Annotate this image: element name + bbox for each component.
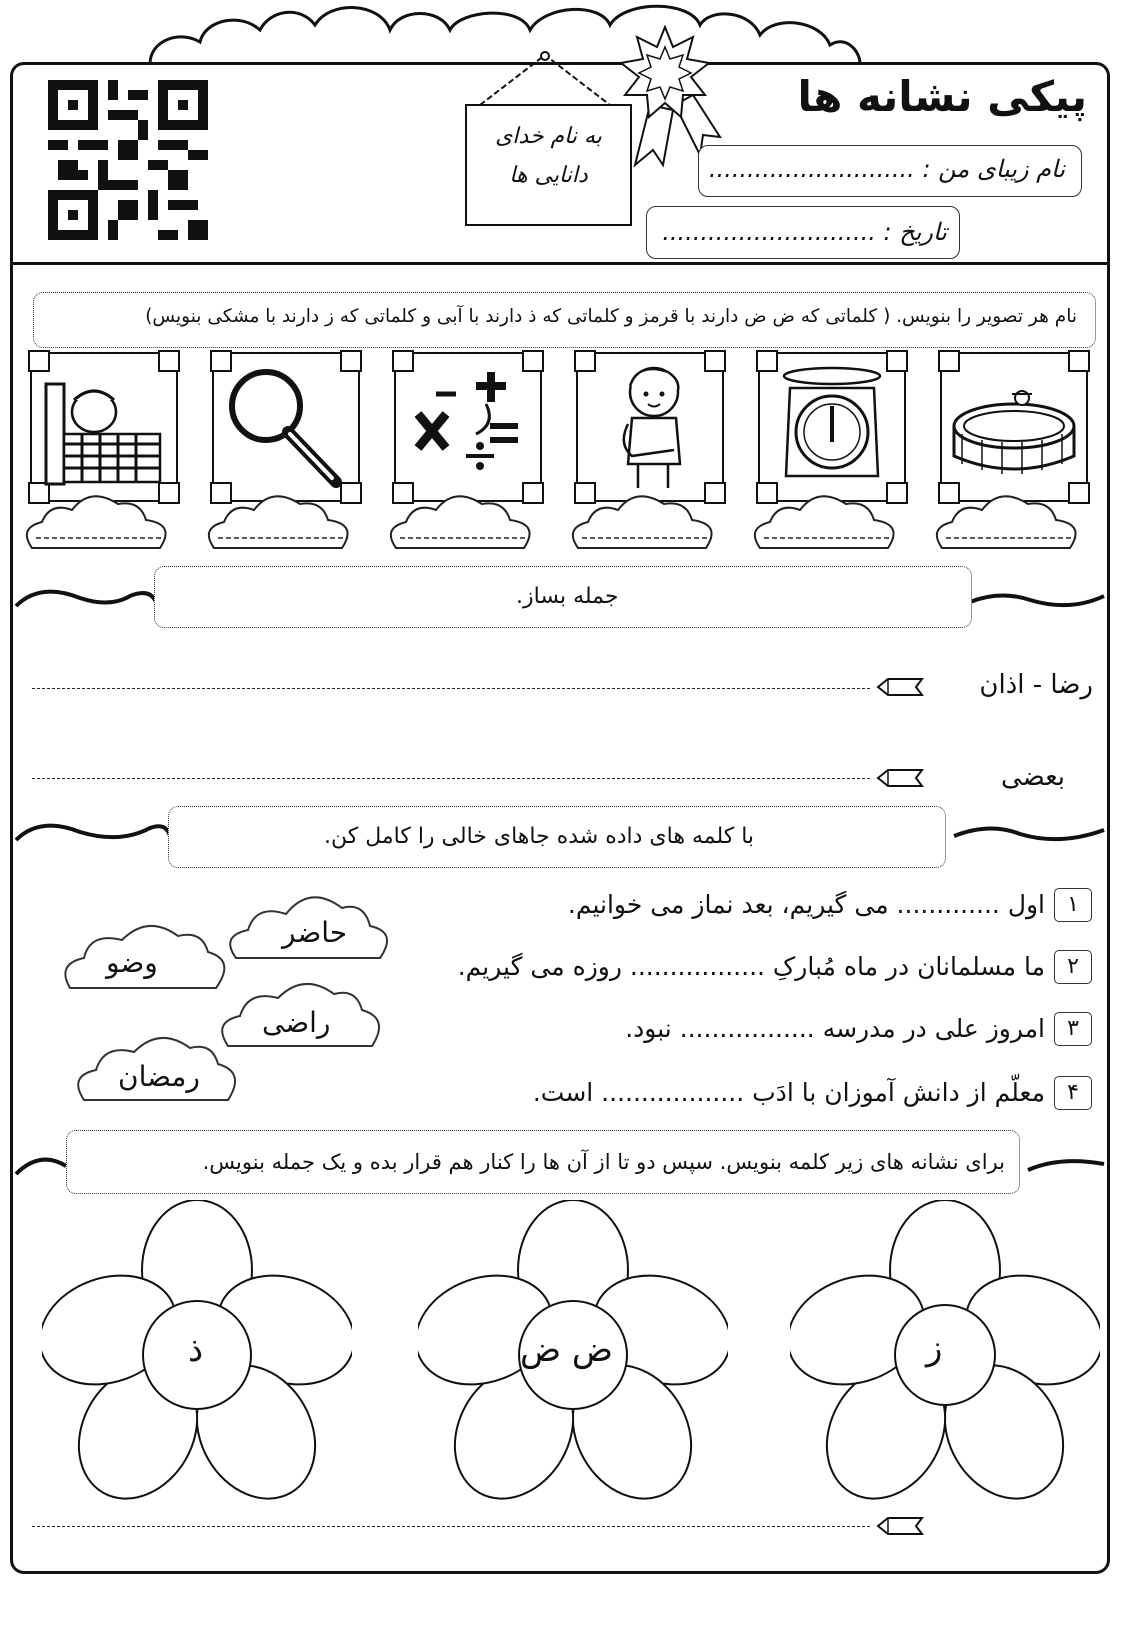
date-label: تاریخ : ............................ [662, 218, 947, 246]
section3-title: با کلمه های داده شده جاهای خالی را کامل کن. [324, 824, 755, 849]
pencil-icon [876, 767, 924, 789]
sentence-3-number: ۳ [1054, 1012, 1092, 1046]
section2-row2-words: بعضی [1001, 762, 1065, 792]
sentence-2-number: ۲ [1054, 950, 1092, 984]
sentence-4: معلّم از دانش آموزان با ادَب .................. است. [532, 1078, 1045, 1107]
section4-instruction: برای نشانه های زیر کلمه بنویس. سپس دو تا از آن ها را کنار هم قرار بده و یک جمله بنویس. [202, 1150, 1005, 1174]
sick-in-bed-icon [42, 364, 166, 490]
section1-instruction: نام هر تصویر را بنویس. ( کلماتی که ض ض دارند با قرمز و کلماتی که ذ دارند با آبی و کلماتی که ز دارند با مشکی بنویس) [145, 306, 1077, 327]
sign-line-2: دانایی ها [509, 163, 588, 188]
section2-row2-answer-line[interactable] [32, 778, 870, 779]
flower-z-letter: ز [926, 1328, 943, 1368]
pool-icon [952, 364, 1076, 490]
sentence-3: امروز علی در مدرسه ................. نبود. [625, 1014, 1045, 1043]
sign-line-1: به نام خدای [495, 124, 602, 149]
math-symbols-icon [406, 364, 530, 490]
section2-row1-words: رضا - اذان [979, 670, 1093, 700]
sentence-2: ما مسلمانان در ماه مُبارکِ ................. روزه می گیریم. [457, 952, 1045, 981]
answer-clouds-row [0, 480, 1125, 560]
section2-row1-answer-line[interactable] [32, 688, 870, 689]
scale-icon [770, 364, 894, 490]
name-label: نام زیبای من : ........................... [708, 155, 1065, 183]
header-divider [10, 262, 1110, 265]
page-title: پیکی نشانه ها [797, 72, 1087, 121]
pencil-icon [876, 1515, 924, 1537]
flower-zad-letter: ض ض [520, 1330, 614, 1370]
magnifier-icon [224, 364, 348, 490]
section2-title: جمله بساز. [516, 584, 619, 609]
section4-sentence-answer-line[interactable] [32, 1526, 870, 1527]
word-bank-word-vozu[interactable]: وضو [106, 946, 158, 979]
qr-code-icon [48, 80, 208, 240]
boy-icon [588, 364, 712, 490]
hanging-sign-strings [470, 50, 620, 110]
pencil-icon [876, 676, 924, 698]
sentence-1: اول ............. می گیریم، بعد نماز می خوانیم. [567, 890, 1045, 919]
sentence-1-number: ۱ [1054, 888, 1092, 922]
word-bank-clouds [60, 880, 400, 1110]
word-bank-word-razi[interactable]: راضی [262, 1006, 331, 1039]
flower-zal-letter: ذ [188, 1330, 204, 1370]
word-bank-word-hazer[interactable]: حاضر [282, 916, 348, 949]
sentence-4-number: ۴ [1054, 1076, 1092, 1110]
word-bank-word-ramazan[interactable]: رمضان [118, 1060, 200, 1093]
flower-z [790, 1200, 1100, 1510]
